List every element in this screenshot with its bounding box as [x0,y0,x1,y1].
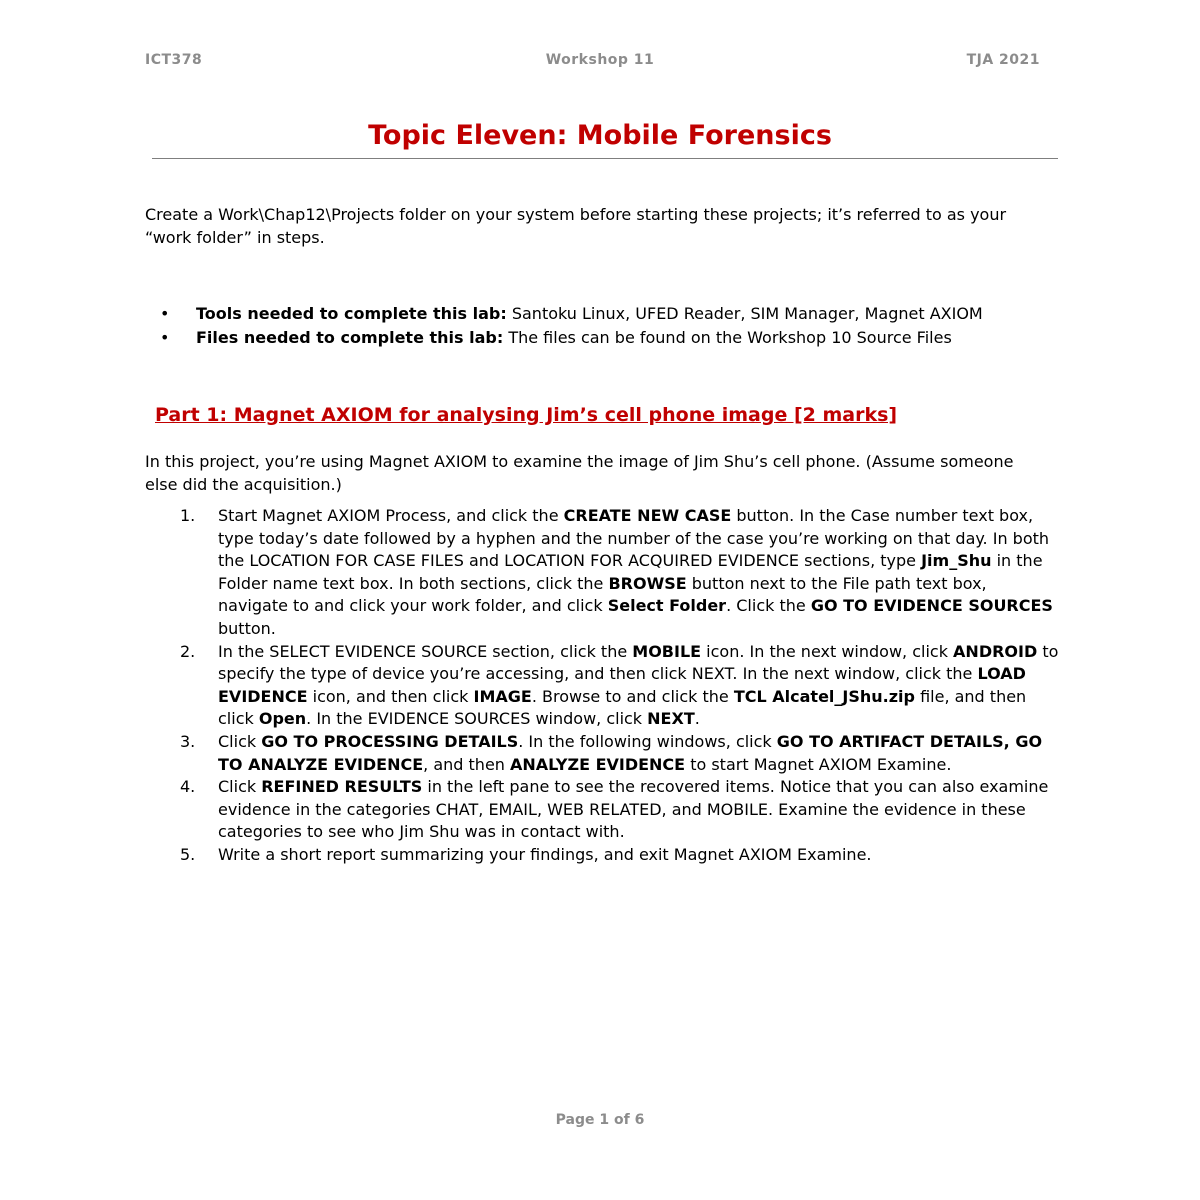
step-emphasis: Select Folder [607,596,727,616]
step-text: in the Folder name text box. In both sections, click the [218,551,1043,593]
step-emphasis: GO TO ARTIFACT DETAILS, GO TO ANALYZE EVIDENCE [218,731,1043,774]
step-text: in the left pane to see the recovered items. Notice that you can also examine evidence in the categories CHAT, EMAIL, WEB RELATED, and MOBILE. Examine the evidence in these categories to see who Jim Shu was in contact with. [218,777,1049,842]
step-text: . In the following windows, click [518,731,777,751]
step-text: Click [218,731,262,751]
requirement-label: Tools needed to complete this lab: [196,304,507,323]
step-item [180,505,1060,641]
header-workshop: Workshop 11 [545,52,655,68]
step-text: button next to the File path text box, navigate to and click your work folder, and click [218,573,987,616]
part1-heading: Part 1: Magnet AXIOM for analysing Jim’s cell phone image [2 marks] [155,404,898,426]
step-text: . Browse to and click the [531,686,734,706]
requirement-text: Santoku Linux, UFED Reader, SIM Manager, Magnet AXIOM [506,304,983,323]
step-emphasis: CREATE NEW CASE [563,506,732,525]
step-text: . [694,709,700,729]
step-emphasis: BROWSE [608,573,687,593]
step-number: 5. [180,844,196,864]
project-intro: In this project, you’re using Magnet AXIOM to examine the image of Jim Shu’s cell phone. (Assume someone else did the acquisition.) [145,452,1014,494]
step-emphasis: Open [258,709,307,729]
header-author-year: TJA 2021 [966,52,1040,68]
step-emphasis: ANALYZE EVIDENCE [510,754,686,774]
step-number: 1. [180,506,196,525]
step-item [180,641,1060,731]
step-text: Start Magnet AXIOM Process, and click the [218,506,564,525]
steps-list [180,505,1060,867]
step-text: Click [218,777,262,797]
step-item [180,731,1060,776]
page-number: Page 1 of 6 [555,1112,645,1128]
step-text: In the SELECT EVIDENCE SOURCE section, click the [218,641,633,661]
page-title: Topic Eleven: Mobile Forensics [368,120,832,151]
list-item [160,327,1050,348]
step-emphasis: IMAGE [473,686,532,706]
header-course-code: ICT378 [145,52,203,68]
step-emphasis: NEXT [647,709,695,729]
step-number: 4. [180,777,196,797]
step-emphasis: GO TO PROCESSING DETAILS [261,731,519,751]
step-text: , and then [423,754,511,774]
step-text: Write a short report summarizing your findings, and exit Magnet AXIOM Examine. [218,844,872,864]
step-emphasis: REFINED RESULTS [261,777,423,797]
step-text: to specify the type of device you’re accessing, and then click NEXT. In the next window, click the [218,641,1059,684]
step-emphasis: LOAD EVIDENCE [218,664,1026,706]
bullet-icon: • [160,304,170,323]
step-emphasis: GO TO EVIDENCE SOURCES [810,596,1053,616]
list-item [160,303,1050,324]
requirement-text: The files can be found on the Workshop 10 Source Files [503,328,952,347]
step-text: file, and then click [218,686,1027,729]
bullet-icon: • [160,328,170,347]
step-emphasis: MOBILE [632,641,702,661]
step-emphasis: Jim_Shu [921,551,992,571]
step-emphasis: ANDROID [953,641,1038,661]
step-text: button. [218,618,276,638]
requirements-list [160,303,1050,351]
requirement-label: Files needed to complete this lab: [196,328,504,347]
intro-paragraph: Create a Work\Chap12\Projects folder on your system before starting these projects; it’s referred to as your “work folder” in steps. [145,205,1007,247]
step-text: . In the EVIDENCE SOURCES window, click [306,709,648,729]
step-text: icon, and then click [307,686,474,706]
step-item [180,776,1060,844]
step-text: button. In the Case number text box, type today’s date followed by a hyphen and the number of the case you’re working on that day. In both the LOCATION FOR CASE FILES and LOCATION FOR ACQUIRED EVIDENCE sections, type [218,506,1050,571]
title-divider [152,158,1058,159]
step-emphasis: TCL Alcatel_JShu.zip [733,686,915,706]
step-item [180,844,1060,867]
step-number: 3. [180,731,196,751]
step-text: . Click the [726,596,811,616]
step-text: to start Magnet AXIOM Examine. [685,754,952,774]
step-text: icon. In the next window, click [701,641,954,661]
step-number: 2. [180,641,196,661]
